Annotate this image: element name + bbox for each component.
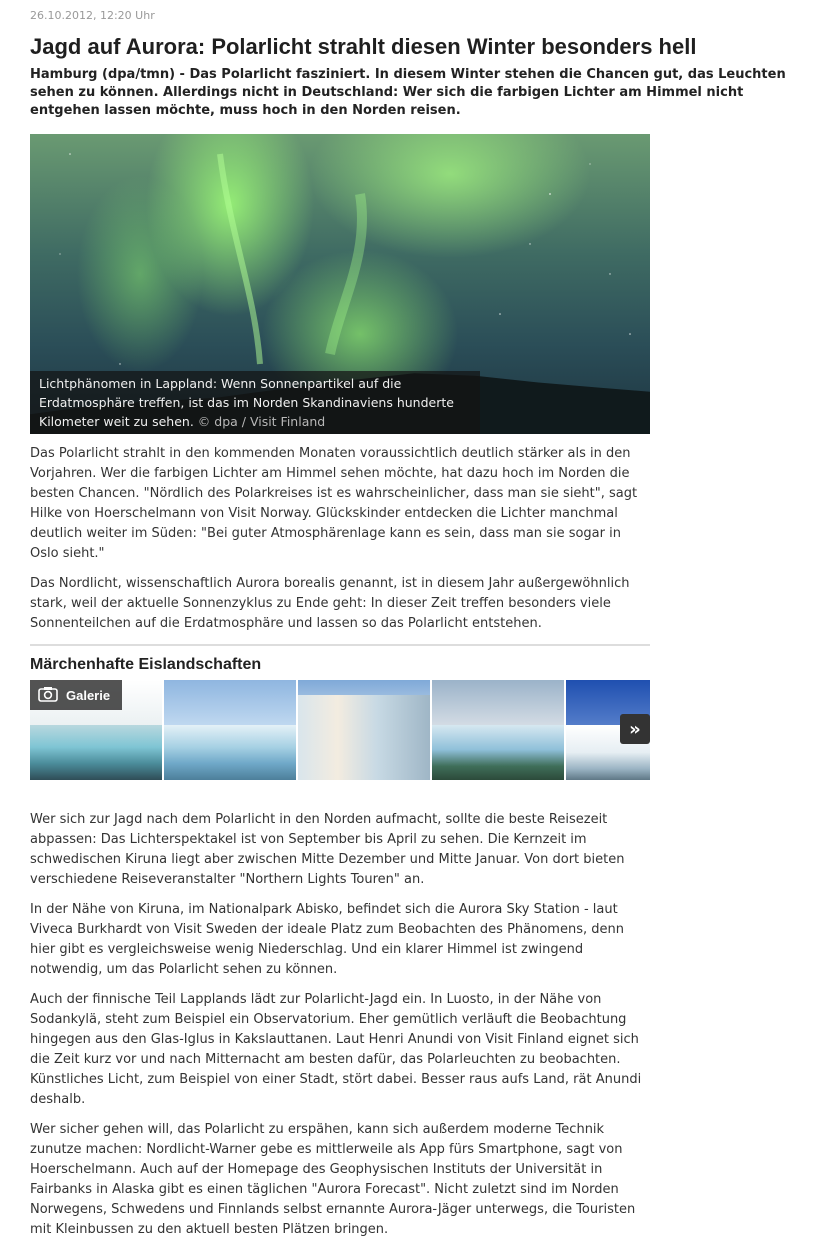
paragraph-6: Wer sicher gehen will, das Polarlicht zu erspähen, kann sich außerdem moderne Technik zunutze machen: Nordlicht-Warner gebe es mittlerweile als App fürs Smartphone, sagt von Hoerschelmann. Auch auf der Homepage des Geophysischen Instituts der Universität in Fairbanks in Alaska gibt es einen täglichen "Aurora Forecast". Nicht zuletzt sind im Norden Norwegens, Schwedens und Finnlands selbst ernannte Aurora-Jäger unterwegs, die Touristen mit Kleinbussen zu den aktuell besten Plätzen bringen. [30,1122,636,1237]
section-divider [30,644,650,646]
gallery-thumb-2[interactable] [164,680,296,780]
paragraph-1: Das Polarlicht strahlt in den kommenden Monaten voraussichtlich deutlich stärker als in den Vorjahren. Wer die farbigen Lichter am Himmel sehen möchte, hat dazu hoch im Norden die besten Chancen. "Nördlich des Polarkreises ist es wahrscheinlicher, dass man sie sieht", sagt Hilke von Hoerschelmann von Visit Norway. Glückskinder entdecken die Lichter manchmal deutlich weiter im Süden: "Bei guter Atmosphärenlage kann es sein, dass man sie sogar in Oslo sieht." [30,446,638,561]
article-headline: Jagd auf Aurora: Polarlicht strahlt diesen Winter besonders hell [30,34,697,59]
gallery-strip[interactable] [30,680,650,780]
double-chevron-right-icon: » [629,718,641,740]
paragraph-2: Das Nordlicht, wissenschaftlich Aurora borealis genannt, ist in diesem Jahr außergewöhnlich stark, weil der aktuelle Sonnenzyklus zu Ende geht: In dieser Zeit treffen besonders viele Sonnenteilchen auf die Erdatmosphäre und lassen so das Polarlicht entstehen. [30,576,630,631]
gallery-thumb-3[interactable] [298,680,430,780]
camera-icon [38,686,58,705]
hero-image-aurora[interactable] [30,134,650,434]
article-lead: Hamburg (dpa/tmn) - Das Polarlicht fasziniert. In diesem Winter stehen die Chancen gut, das Leuchten sehen zu können. Allerdings nicht in Deutschland: Wer sich die farbigen Lichter am Himmel nicht entgehen lassen möchte, muss hoch in den Norden reisen. [30,67,786,118]
gallery-badge[interactable] [30,680,122,710]
caption-text: Lichtphänomen in Lappland: Wenn Sonnenpartikel auf die Erdatmosphäre treffen, ist das im Norden Skandinaviens hunderte Kilometer weit zu sehen. [39,376,454,429]
gallery-next-button[interactable] [620,714,650,744]
paragraph-5: Auch der finnische Teil Lapplands lädt zur Polarlicht-Jagd ein. In Luosto, in der Nähe von Sodankylä, steht zum Beispiel ein Observatorium. Eher gemütlich verläuft die Beobachtung hingegen aus den Glas-Iglus in Kakslauttanen. Laut Henri Anundi von Visit Finland eignet sich die Zeit kurz vor und nach Mitternacht am besten dafür, das Polarleuchten zu beobachten. Künstliches Licht, zum Beispiel von einer Stadt, stört dabei. Besser raus aufs Land, rät Anundi deshalb. [30,992,642,1107]
gallery-badge-label: Galerie [66,687,111,703]
image-caption [30,371,480,434]
gallery-thumb-4[interactable] [432,680,564,780]
paragraph-3: Wer sich zur Jagd nach dem Polarlicht in den Norden aufmacht, sollte die beste Reisezeit abpassen: Das Lichterspektakel ist von September bis April zu sehen. Die Kernzeit im schwedischen Kiruna liegt aber zwischen Mitte Dezember und Mitte Januar. Von dort bieten verschiedene Reiseveranstalter "Northern Lights Touren" an. [30,812,625,887]
paragraph-4: In der Nähe von Kiruna, im Nationalpark Abisko, befindet sich die Aurora Sky Station - laut Viveca Burkhardt von Visit Sweden der ideale Platz zum Beobachten des Phänomens, denn hier gibt es vergleichsweise wenig Niederschlag. Und ein klarer Himmel ist zwingend notwendig, um das Polarlicht sehen zu können. [30,902,624,977]
article-dateline: 26.10.2012, 12:20 Uhr [30,9,155,22]
gallery-title: Märchenhafte Eislandschaften [30,656,262,673]
caption-credit: © dpa / Visit Finland [197,414,326,429]
